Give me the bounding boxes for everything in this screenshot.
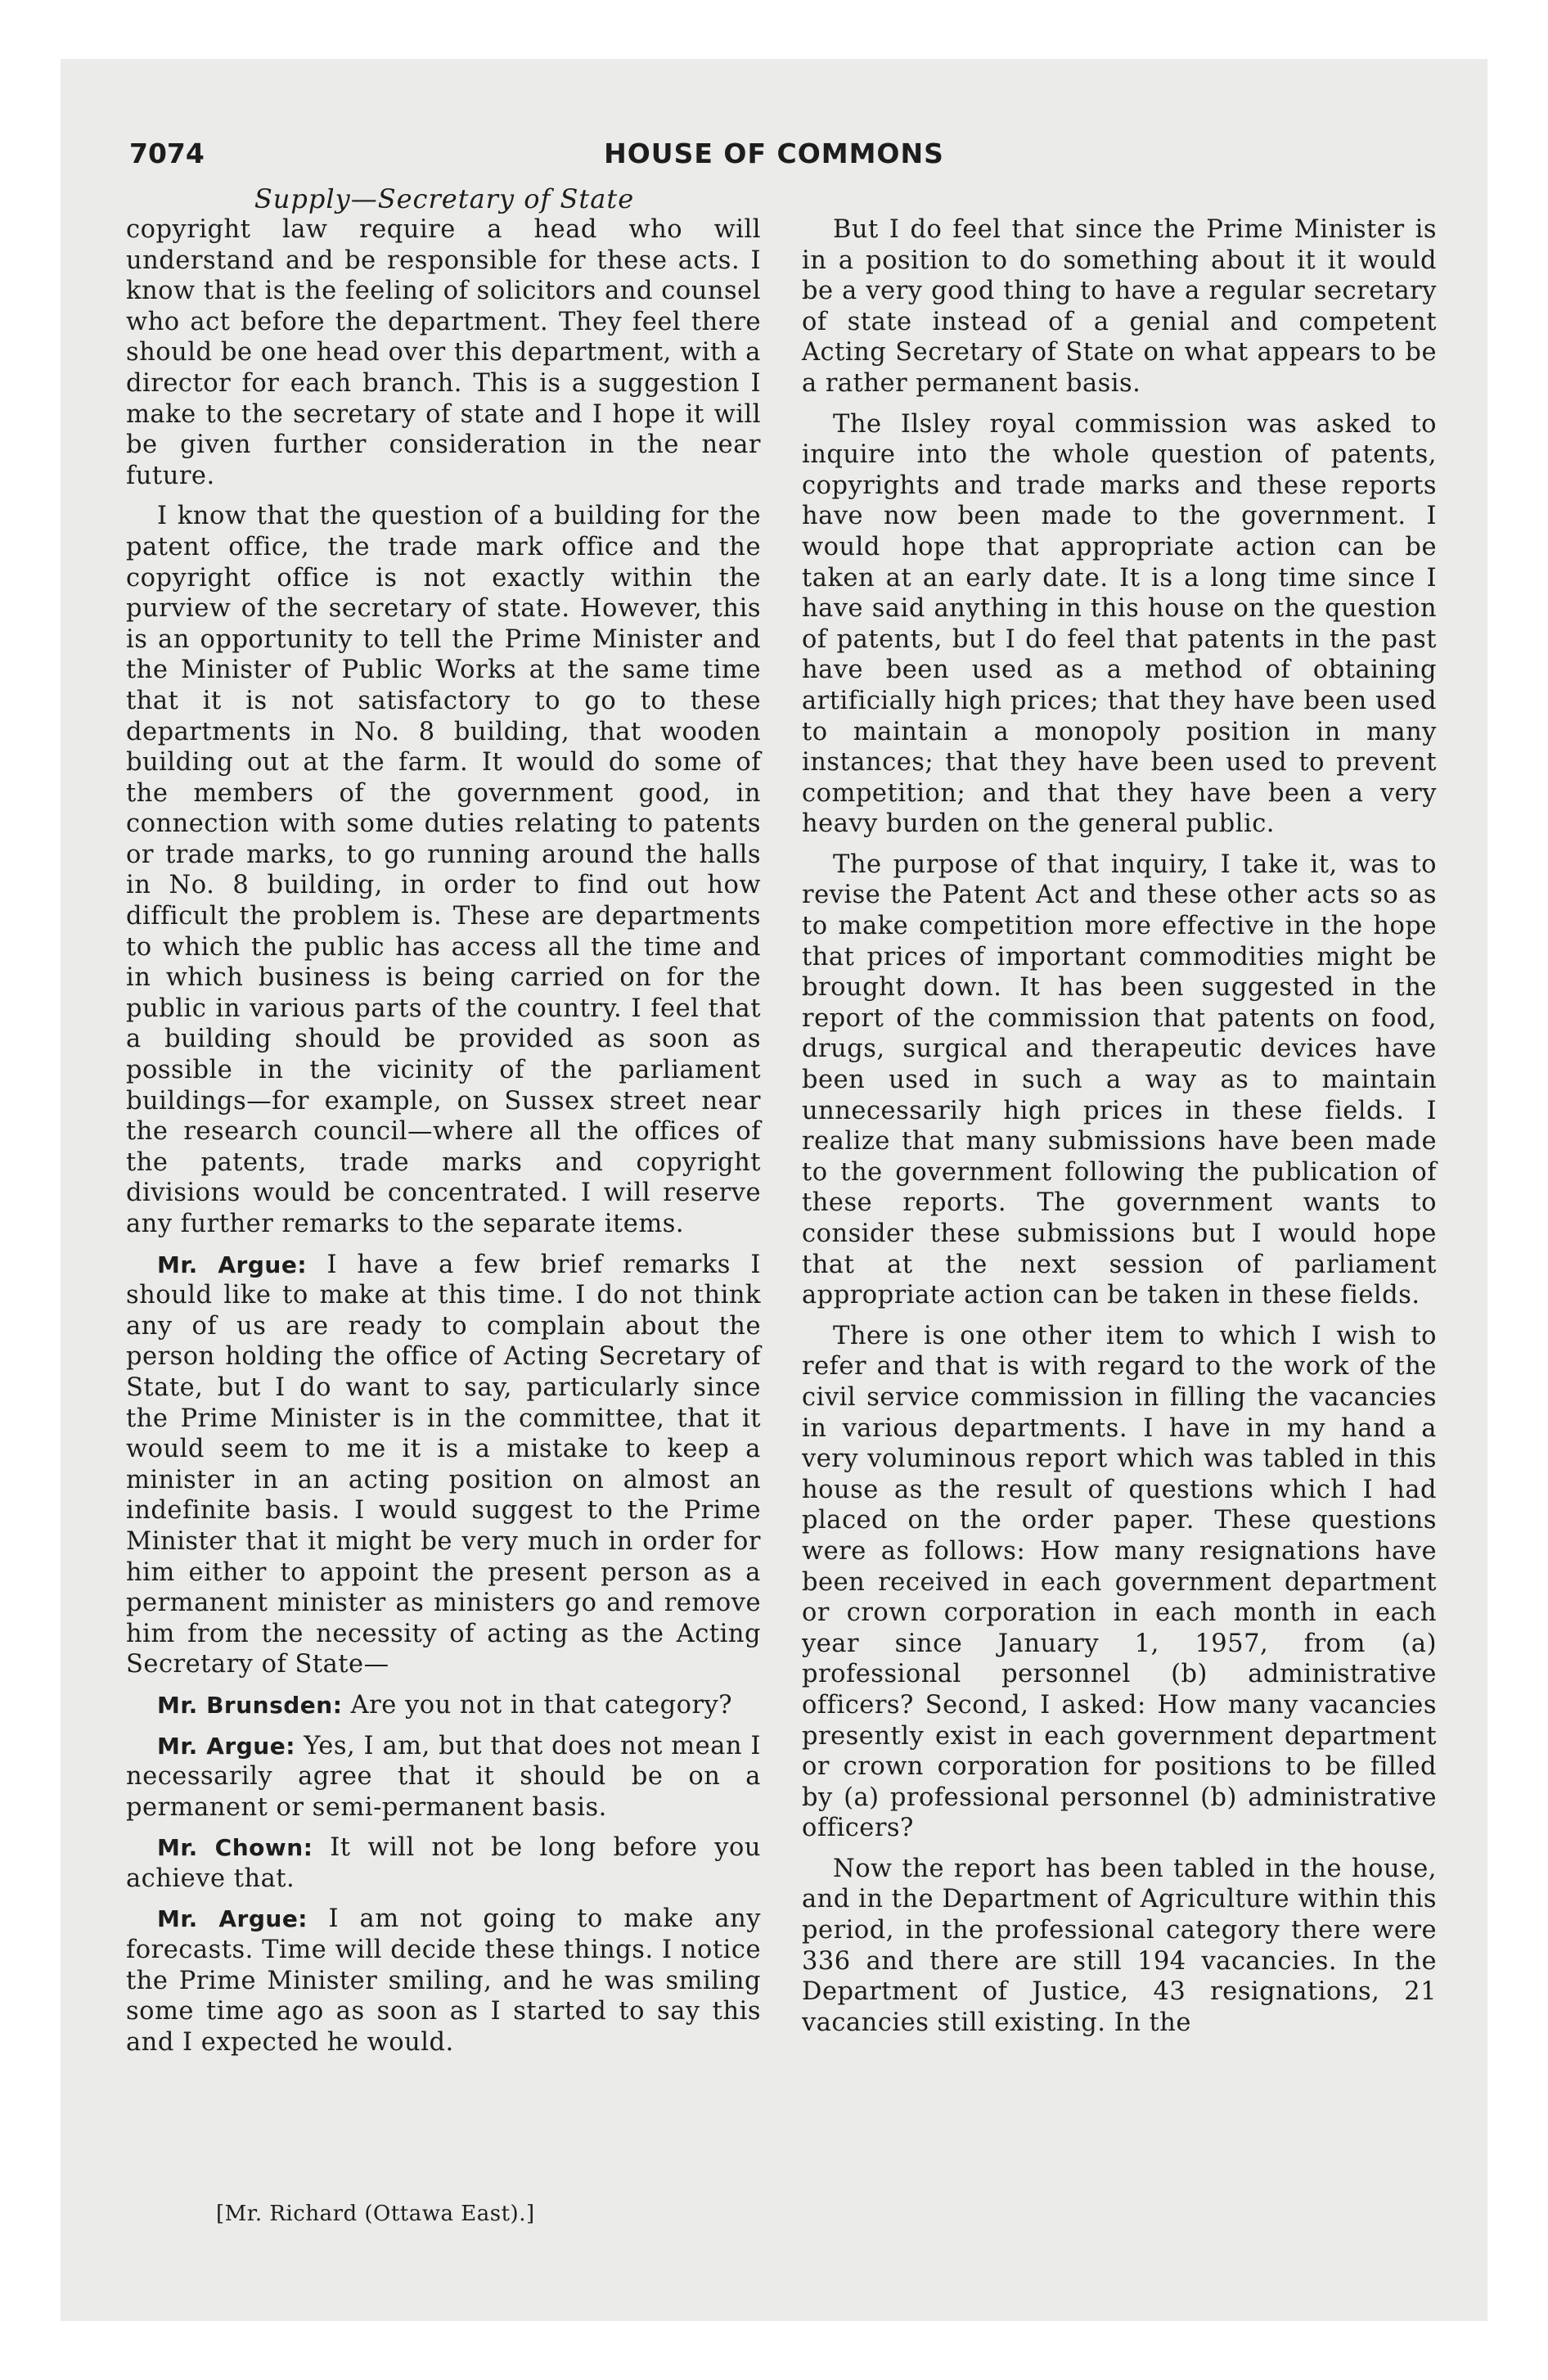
speaker-footnote: [Mr. Richard (Ottawa East).] [216,2202,535,2226]
running-title: HOUSE OF COMMONS [604,137,944,169]
speaker-name: Mr. Argue: [157,1905,308,1933]
paragraph: Now the report has been tabled in the house, and in the Department of Agriculture within this period, in the professional category there were 336 and there are still 194 vacancies. In the Department of Justice, 43 resignations, 21 vacancies still existing. In the [802,1854,1437,2037]
speech-paragraph [126,1832,761,1894]
speech-text: It will not be long before you achieve that. [126,1833,762,1893]
paragraph: I know that the question of a building for the patent office, the trade mark office and the copyright office is not exactly within the purview of the secretary of state. However, this is an opportunity to tell the Prime Minister and the Minister of Public Works at the same time that it is not satisfactory to go to these departments in No. 8 building, that wooden building out at the farm. It would do some of the members of the government good, in connection with some duties relating to patents or trade marks, to go running around the halls in No. 8 building, in order to find out how difficult the problem is. These are departments to which the public has access all the time and in which business is being carried on for the public in various parts of the country. I feel that a building should be provided as soon as possible in the vicinity of the parliament buildings—for example, on Sussex street near the research council—where all the offices of the patents, trade marks and copyright divisions would be concentrated. I will reserve any further remarks to the separate items. [126,502,761,1238]
paragraph: copyright law require a head who will understand and be responsible for these acts. I know that is the feeling of solicitors and counsel who act before the department. They feel there should be one head over this department, with a director for each branch. This is a suggestion I make to the secretary of state and I hope it will be given further consideration in the near future. [126,215,761,490]
page-number: 7074 [129,137,205,169]
paragraph: The Ilsley royal commission was asked to inquire into the whole question of patents, copyrights and trade marks and these reports have now been made to the government. I would hope that appropriate action can be taken at an early date. It is a long time since I have said anything in this house on the question of patents, but I do feel that patents in the past have been used as a method of obtaining artificially high prices; that they have been used to maintain a monopoly position in many instances; that they have been used to prevent competition; and that they have been a very heavy burden on the general public. [802,409,1437,839]
paragraph: The purpose of that inquiry, I take it, was to revise the Patent Act and these other acts so as to make competition more effective in the hope that prices of important commodities might be brought down. It has been suggested in the report of the commission that patents on food, drugs, surgical and therapeutic devices have been used in such a way as to maintain unnecessarily high prices in these fields. I realize that many submissions have been made to the government following the publication of these reports. The government wants to consider these submissions but I would hope that at the next session of parliament appropriate action can be taken in these fields. [802,850,1437,1310]
section-heading: Supply—Secretary of State [254,183,635,214]
speech-paragraph [126,1904,761,2058]
speaker-name: Mr. Argue: [157,1251,308,1278]
speaker-name: Mr. Chown: [157,1834,313,1862]
right-column [802,214,1437,2048]
left-column [126,214,761,2067]
speech-paragraph [126,1690,761,1721]
speech-text: Yes, I am, but that does not mean I necessarily agree that it should be on a permanent or semi-permanent basis. [126,1731,761,1822]
paragraph: But I do feel that since the Prime Minister is in a position to do something about it it would be a very good thing to have a regular secretary of state instead of a genial and competent Acting Secretary of State on what appears to be a rather permanent basis. [802,215,1437,398]
speech-text: I have a few brief remarks I should like to make at this time. I do not think any of us are ready to complain about the person holding the office of Acting Secretary of State, but I do want to say, particularly since the Prime Minister is in the committee, that it would seem to me it is a mistake to keep a minister in an acting position on almost an indefinite basis. I would suggest to the Prime Minister that it might be very much in order for him either to appoint the present person as a permanent minister as ministers go and remove him from the necessity of acting as the Acting Secretary of State— [126,1250,761,1679]
speech-text: Are you not in that category? [350,1690,733,1720]
document-page [61,59,1487,2321]
speaker-name: Mr. Argue: [157,1732,295,1760]
speaker-name: Mr. Brunsden: [157,1691,343,1719]
paragraph: There is one other item to which I wish to refer and that is with regard to the work of the civil service commission in filling the vacancies in various departments. I have in my hand a very voluminous report which was tabled in this house as the result of questions which I had placed on the order paper. These questions were as follows: How many resignations have been received in each government department or crown corporation in each month in each year since January 1, 1957, from (a) professional personnel (b) administrative officers? Second, I asked: How many vacancies presently exist in each government department or crown corporation for positions to be filled by (a) professional personnel (b) administrative officers? [802,1321,1437,1843]
speech-paragraph [126,1250,761,1680]
speech-paragraph [126,1731,761,1823]
speech-text: I am not going to make any forecasts. Time will decide these things. I notice the Prime Minister smiling, and he was smiling some time ago as soon as I started to say this and I expected he would. [126,1904,761,2057]
